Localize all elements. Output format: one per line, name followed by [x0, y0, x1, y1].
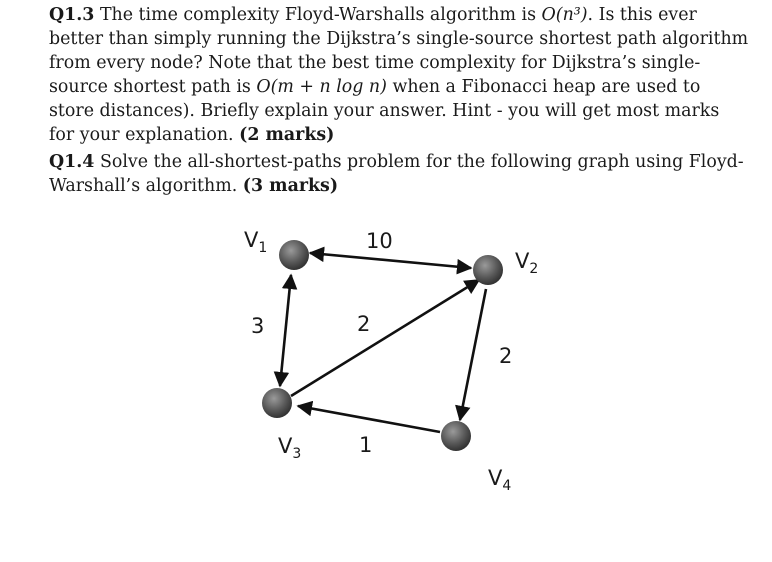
node-label-v4: $V_4$ [488, 466, 512, 494]
edge-v2-v4 [460, 289, 486, 420]
marks: (3 marks) [242, 176, 339, 196]
node-label-v1: $V_1$ [244, 228, 268, 256]
question-text: Solve the all-shortest-paths problem for the following graph using Floyd-Warshall’s algorithm. [49, 152, 744, 196]
weight-v4-v3: 1 [359, 433, 373, 457]
weight-v3-v2: 2 [357, 312, 371, 336]
edge-v1-v2 [310, 253, 471, 268]
edge-v1-v3 [280, 275, 291, 386]
marks: (2 marks) [239, 125, 335, 145]
node-v2 [473, 255, 503, 285]
weight-v1-v3: 3 [251, 314, 265, 338]
question-number: Q1.4 [49, 152, 95, 172]
edge-v4-v3 [298, 406, 440, 432]
node-label-v2: $V_2$ [515, 249, 539, 277]
weight-v2-v4: 2 [499, 344, 513, 368]
node-v1 [279, 240, 309, 270]
node-v3 [262, 388, 292, 418]
node-label-v3: $V_3$ [278, 434, 302, 462]
edge-v3-v2 [291, 280, 479, 396]
question-text-part-c: when a Fibonacci heap are used to store distances). Briefly explain your answer. Hint - you will get most marks for your explanation. [49, 77, 720, 145]
question-text-part-a: The time complexity Floyd-Warshalls algorithm is [99, 5, 537, 25]
node-v4 [441, 421, 471, 451]
question-number: Q1.3 [49, 5, 95, 25]
weight-v1-v2: 10 [366, 229, 393, 253]
floyd-complexity: O(n³) [541, 5, 588, 25]
dijkstra-complexity: O(m + n log n) [256, 77, 387, 97]
question-text-part-b: . Is this ever better than simply running the Dijkstra’s single-source shortest path algorithm from every node? Note that the best time complexity for Dijkstra’s single-source shortest path is [49, 5, 749, 97]
